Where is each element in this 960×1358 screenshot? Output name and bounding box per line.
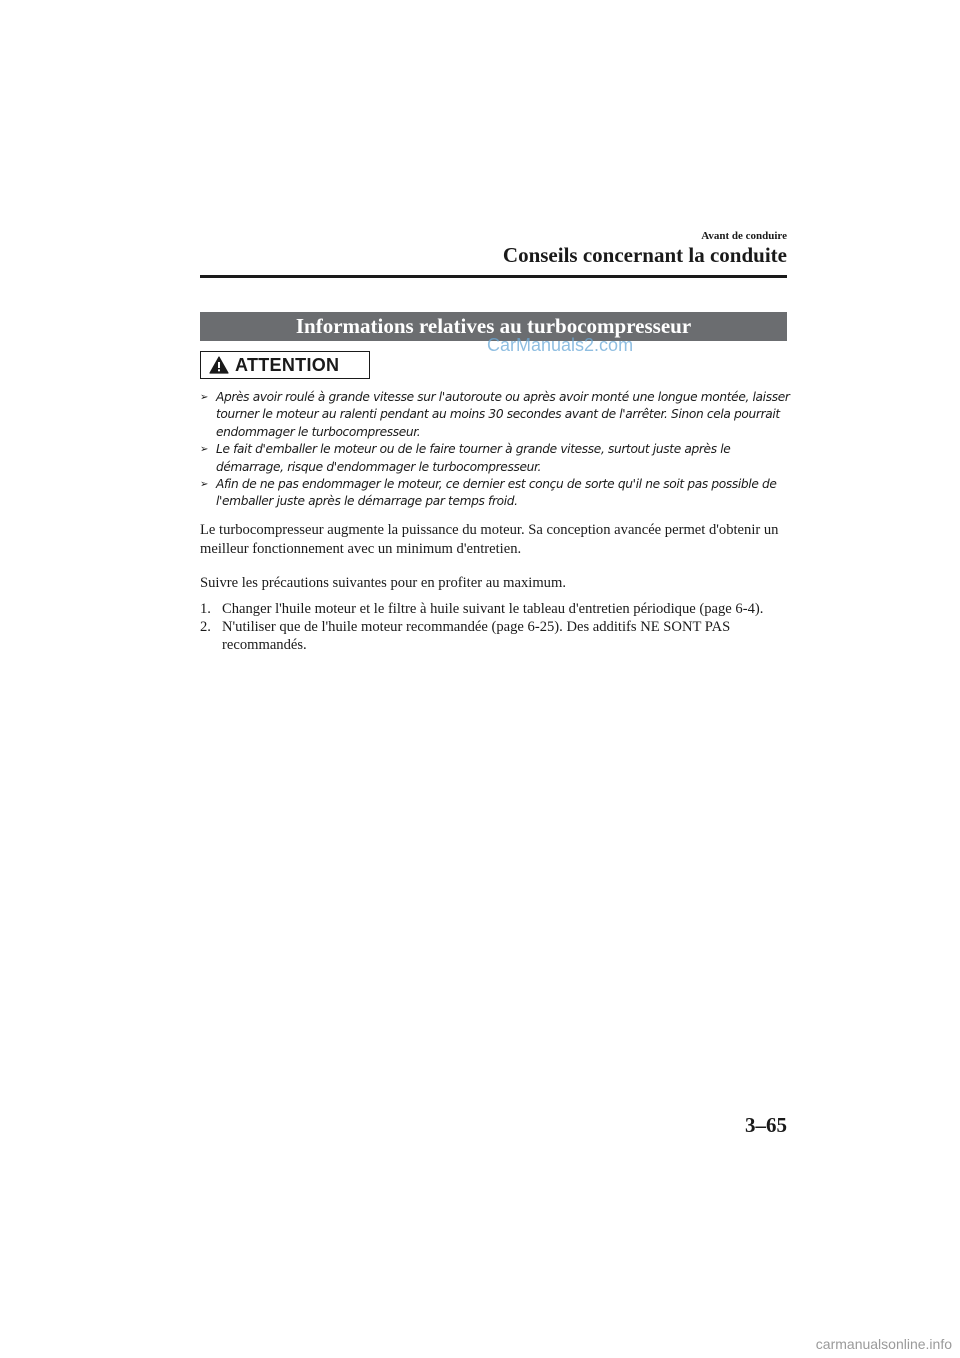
list-item-text: N'utiliser que de l'huile moteur recommandée (page 6-25). Des additifs NE SONT PAS recommandés. [222,619,731,653]
arrow-bullet-icon: ➢ [200,392,209,403]
arrow-bullet-icon: ➢ [200,479,209,491]
precautions-paragraph: Suivre les précautions suivantes pour en profiter au maximum. [200,575,566,591]
chapter-title: Conseils concernant la conduite [502,243,787,267]
watermark-logo[interactable]: CarManuals2.com [487,335,634,355]
chapter-label: Avant de conduire [701,230,787,242]
attention-item [200,476,790,511]
list-item-number: 2. [200,619,211,635]
list-item-text: Changer l'huile moteur et le filtre à huile suivant le tableau d'entretien périodique (page 6-4). [222,601,764,617]
page-number: 3–65 [745,1113,787,1137]
warning-triangle-icon [209,356,229,374]
list-item-number: 1. [200,601,211,617]
attention-list [200,389,790,511]
arrow-bullet-icon: ➢ [200,444,209,456]
list-item [200,600,790,618]
attention-header [200,351,370,379]
section-title: Informations relatives au turbocompresseur [200,312,787,341]
attention-item [200,389,790,441]
attention-label: ATTENTION [235,354,340,375]
header-divider [200,275,787,278]
attention-item-text: Le fait d'emballer le moteur ou de le faire tourner à grande vitesse, surtout juste après le démarrage, risque d'endommager le turbocompresseur. [216,442,731,474]
attention-item [200,441,790,476]
footer-watermark[interactable]: carmanualsonline.info [815,1336,952,1352]
attention-item-text: Afin de ne pas endommager le moteur, ce dernier est conçu de sorte qu'il ne soit pas possible de l'emballer juste après le démarrage par temps froid. [216,477,777,509]
attention-item-text: Après avoir roulé à grande vitesse sur l'autoroute ou après avoir monté une longue montée, laisser tourner le moteur au ralenti pendant au moins 30 secondes avant de l'arrêter. Sinon cela pourrait endommager le turbocompresseur. [216,390,790,439]
intro-paragraph: Le turbocompresseur augmente la puissance du moteur. Sa conception avancée permet d'obtenir un meilleur fonctionnement avec un minimum d'entretien. [200,522,779,557]
list-item [200,618,790,654]
precautions-list [200,600,790,654]
